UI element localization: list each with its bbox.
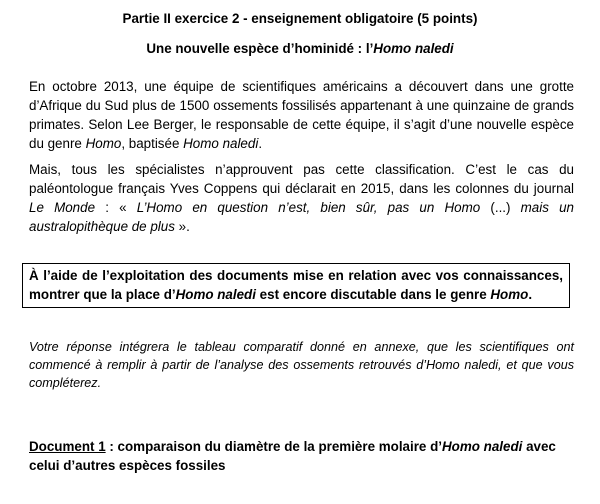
coppens-quote-b: mais un australopithèque de plus xyxy=(29,200,575,234)
answer-instructions xyxy=(29,338,574,392)
document-1-text-b: avec celui d’autres espèces fossiles xyxy=(29,439,556,473)
coppens-quote-a: L’Homo en question n’est, bien sûr, pas un Homo xyxy=(136,200,481,215)
exercise-subtitle xyxy=(0,40,600,58)
intro-text-a: En octobre 2013, une équipe de scientifiques américains a découvert dans une grotte d’Afrique du Sud plus de 1500 ossements fossilisés appartenant à une quinzaine de grands primates. Selon Lee Berger, le responsable de cette équipe, il s’agit d’une nouvelle espèce du genre xyxy=(29,79,574,151)
document-1-label: Document 1 xyxy=(29,439,106,454)
exercise-title xyxy=(0,10,600,28)
exercise-title-text: Partie II exercice 2 - enseignement obligatoire (5 points) xyxy=(122,11,478,26)
coppens-text-d: ». xyxy=(174,219,190,234)
task-box xyxy=(22,263,570,308)
coppens-paragraph xyxy=(29,160,574,236)
instructions-text: Votre réponse intégrera le tableau comparatif donné en annexe, que les scientifiques ont commencé à remplir à partir de l’analyse des ossements retrouvés d’Homo naledi, et que vous compléterez. xyxy=(29,340,574,390)
task-genus: Homo xyxy=(490,287,529,302)
task-text-a: À l’aide de l’exploitation des documents mise en relation avec vos connaissances, montrer que la place d’ xyxy=(29,268,563,302)
coppens-journal: Le Monde xyxy=(29,200,96,215)
intro-text-c: . xyxy=(258,136,263,151)
intro-text-b: , baptisée xyxy=(121,136,184,151)
document-1-heading xyxy=(29,437,574,475)
task-species: Homo naledi xyxy=(175,287,256,302)
intro-paragraph xyxy=(29,77,574,153)
coppens-text-c: (...) xyxy=(480,200,521,215)
intro-genus: Homo xyxy=(85,136,122,151)
document-1-species: Homo naledi xyxy=(442,439,523,454)
task-text-b: est encore discutable dans le genre xyxy=(255,287,491,302)
subtitle-prefix: Une nouvelle espèce d’hominidé : l’ xyxy=(146,41,374,56)
task-text-c: . xyxy=(528,287,533,302)
subtitle-species: Homo naledi xyxy=(373,41,454,56)
coppens-text-b: : « xyxy=(95,200,137,215)
coppens-text-a: Mais, tous les spécialistes n’approuvent pas cette classification. C’est le cas du paléontologue français Yves Coppens qui déclarait en 2015, dans les colonnes du journal xyxy=(29,162,574,196)
intro-species: Homo naledi xyxy=(183,136,259,151)
document-1-text-a: : comparaison du diamètre de la première molaire d’ xyxy=(105,439,443,454)
